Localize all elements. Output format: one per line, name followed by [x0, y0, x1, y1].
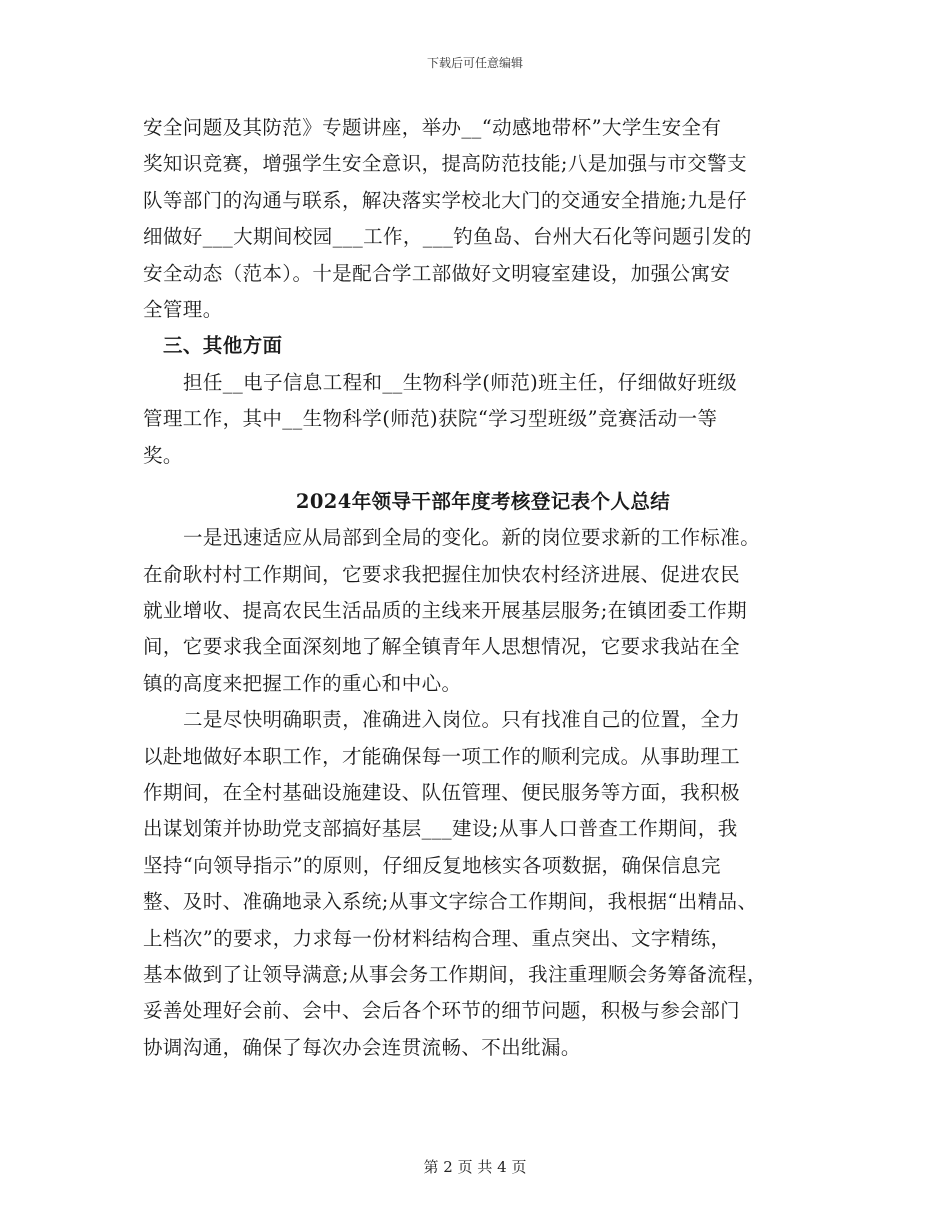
text-line: 基本做到了让领导满意;从事会务工作期间，我注重理顺会务筹备流程， [143, 962, 767, 986]
text-line: 安全动态（范本）。十是配合学工部做好文明寝室建设，加强公寓安 [143, 261, 731, 285]
text-line: 协调沟通，确保了每次办会连贯流畅、不出纰漏。 [143, 1035, 581, 1059]
text-line: 间，它要求我全面深刻地了解全镇青年人思想情况，它要求我站在全 [143, 635, 741, 659]
page-header-note: 下载后可任意编辑 [426, 56, 523, 70]
text-line: 作期间，在全村基础设施建设、队伍管理、便民服务等方面，我积极 [143, 781, 741, 805]
text-line: 出谋划策并协助党支部搞好基层___建设;从事人口普查工作期间，我 [143, 817, 738, 841]
text-line: 奖知识竞赛，增强学生安全意识，提高防范技能;八是加强与市交警支 [143, 152, 747, 176]
page-number: 第 2 页 共 4 页 [423, 1158, 527, 1176]
text-line: 以赴地做好本职工作，才能确保每一项工作的顺利完成。从事助理工 [143, 744, 741, 768]
text-line: 奖。 [143, 443, 183, 467]
text-line: 妥善处理好会前、会中、会后各个环节的细节问题，积极与参会部门 [143, 999, 741, 1023]
document-title: 2024年领导干部年度考核登记表个人总结 [295, 489, 671, 513]
text-line: 一是迅速适应从局部到全局的变化。新的岗位要求新的工作标准。 [183, 526, 761, 550]
text-line: 细做好___大期间校园___工作，___钓鱼岛、台州大石化等问题引发的 [143, 225, 752, 249]
text-line: 镇的高度来把握工作的重心和中心。 [143, 671, 462, 695]
section-heading: 三、其他方面 [163, 334, 283, 358]
text-line: 坚持“向领导指示”的原则，仔细反复地核实各项数据，确保信息完 [143, 853, 721, 877]
text-line: 担任__电子信息工程和__生物科学(师范)班主任，仔细做好班级 [183, 370, 738, 394]
text-line: 就业增收、提高农民生活品质的主线来开展基层服务;在镇团委工作期 [143, 599, 747, 623]
text-line: 二是尽快明确职责，准确进入岗位。只有找准自己的位置，全力 [183, 708, 741, 732]
text-line: 队等部门的沟通与联系，解决落实学校北大门的交通安全措施;九是仔 [143, 188, 747, 212]
text-line: 在俞耿村村工作期间，它要求我把握住加快农村经济进展、促进农民 [143, 562, 741, 586]
document-body [143, 110, 823, 1066]
text-line: 整、及时、准确地录入系统;从事文字综合工作期间，我根据“出精品、 [143, 890, 758, 914]
text-line: 安全问题及其防范》专题讲座，举办__“动感地带杯”大学生安全有 [143, 116, 722, 139]
text-line: 全管理。 [143, 297, 223, 321]
text-line: 上档次”的要求，力求每一份材料结构合理、重点突出、文字精练， [143, 926, 731, 950]
text-line: 管理工作，其中__生物科学(师范)获院“学习型班级”竞赛活动一等 [143, 407, 718, 431]
